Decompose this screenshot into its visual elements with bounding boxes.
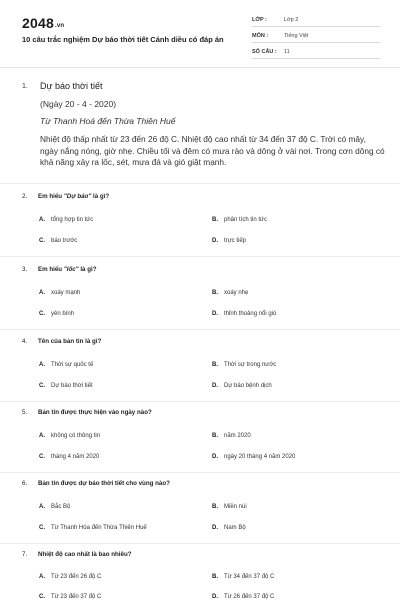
- option-d[interactable]: [212, 454, 295, 460]
- option-text: Từ Thanh Hóa đến Thừa Thiên Huế: [51, 525, 147, 531]
- option-text: phân tích tin tức: [224, 217, 268, 223]
- section-divider: [0, 543, 400, 544]
- passage-body: Nhiệt độ thấp nhất từ 23 đến 26 độ C. Nhiệt độ cao nhất từ 34 đến 37 độ C. Trời có mây, ngày nắng nóng, giờ nhẹ. Chiều tối và đêm có mưa rào và dông ở vài nơi. Trong cơn dông có khả năng xảy ra lốc, sét, mưa đá và gió giật mạnh.: [40, 134, 385, 167]
- question-number: 2.: [22, 193, 28, 200]
- option-c[interactable]: [39, 238, 77, 244]
- option-key: C.: [39, 238, 45, 244]
- option-key: B.: [212, 574, 218, 580]
- stem-text: là gì?: [91, 193, 110, 200]
- option-key: B.: [212, 504, 218, 510]
- option-text: Dự báo thời tiết: [51, 383, 93, 389]
- option-key: C.: [39, 454, 45, 460]
- section-divider: [0, 183, 400, 184]
- logo-domain-text: .vn: [54, 23, 65, 29]
- stem-text: Em hiểu: [38, 266, 64, 273]
- question-number: 5.: [22, 409, 28, 416]
- option-key: D.: [212, 594, 218, 600]
- option-c[interactable]: [39, 383, 93, 389]
- passage-date: (Ngày 20 - 4 - 2020): [40, 99, 117, 109]
- option-key: A.: [39, 217, 45, 223]
- option-c[interactable]: [39, 594, 101, 600]
- option-text: Miền núi: [224, 504, 247, 510]
- option-text: Từ 23 đến 26 độ C: [51, 574, 102, 580]
- option-b[interactable]: [212, 362, 276, 368]
- option-text: Từ 34 đến 37 độ C: [224, 574, 275, 580]
- option-text: báo trước: [51, 238, 78, 244]
- option-key: A.: [39, 290, 45, 296]
- option-a[interactable]: [39, 217, 93, 223]
- meta-value: 11: [284, 48, 290, 55]
- option-c[interactable]: [39, 454, 99, 460]
- option-a[interactable]: [39, 290, 80, 296]
- stem-text: Bản tin được dự báo thời tiết cho vùng nào?: [38, 480, 170, 487]
- option-text: yên bình: [51, 311, 75, 317]
- option-text: tháng 4 năm 2020: [51, 454, 100, 460]
- option-a[interactable]: [39, 362, 93, 368]
- meta-value: Tiếng Việt: [284, 32, 309, 39]
- option-key: C.: [39, 311, 45, 317]
- option-a[interactable]: [39, 574, 101, 580]
- section-divider: [0, 256, 400, 257]
- option-text: Nam Bộ: [224, 525, 246, 531]
- question-stem: [22, 338, 101, 345]
- option-key: C.: [39, 594, 45, 600]
- stem-text: là gì?: [78, 266, 97, 273]
- option-text: Thời sự trong nước: [224, 362, 277, 368]
- question-number: 7.: [22, 551, 28, 558]
- meta-value: Lớp 2: [284, 16, 299, 23]
- stem-text: Bản tin được thực hiện vào ngày nào?: [38, 409, 152, 416]
- option-a[interactable]: [39, 433, 100, 439]
- option-key: B.: [212, 433, 218, 439]
- question-number: 3.: [22, 266, 28, 273]
- meta-label: LỚP :: [252, 16, 267, 23]
- option-key: A.: [39, 504, 45, 510]
- option-a[interactable]: [39, 504, 70, 510]
- option-key: C.: [39, 525, 45, 531]
- option-text: tổng hợp tin tức: [51, 217, 94, 223]
- option-c[interactable]: [39, 525, 147, 531]
- option-key: B.: [212, 290, 218, 296]
- page-header: [0, 0, 400, 70]
- meta-row-grade: [252, 13, 380, 27]
- question-stem: [22, 409, 152, 416]
- option-key: D.: [212, 383, 218, 389]
- option-text: Từ 26 đến 37 độ C: [224, 594, 275, 600]
- option-text: xoáy nhẹ: [224, 290, 249, 296]
- option-text: ngày 20 tháng 4 năm 2020: [224, 454, 296, 460]
- option-text: thỉnh thoảng nổi gió: [224, 311, 277, 317]
- question-number: 1.: [22, 83, 28, 90]
- option-key: C.: [39, 383, 45, 389]
- stem-term: "Dự báo": [63, 193, 92, 200]
- option-text: trực tiếp: [224, 238, 247, 244]
- section-divider: [0, 472, 400, 473]
- option-d[interactable]: [212, 594, 274, 600]
- option-text: không có thông tin: [51, 433, 101, 439]
- option-b[interactable]: [212, 290, 248, 296]
- option-d[interactable]: [212, 311, 276, 317]
- meta-row-question-count: [252, 45, 380, 59]
- stem-text: Nhiệt độ cao nhất là bao nhiêu?: [38, 551, 132, 558]
- option-text: năm 2020: [224, 433, 251, 439]
- question-number: 6.: [22, 480, 28, 487]
- question-stem: [22, 266, 97, 273]
- question-stem: [22, 480, 170, 487]
- option-key: D.: [212, 525, 218, 531]
- option-text: Bắc Bộ: [51, 504, 71, 510]
- option-text: Dự báo bệnh dịch: [224, 383, 272, 389]
- option-text: xoáy mạnh: [51, 290, 81, 296]
- meta-label: SỐ CÂU :: [252, 48, 277, 55]
- option-d[interactable]: [212, 525, 246, 531]
- option-d[interactable]: [212, 383, 272, 389]
- option-key: D.: [212, 311, 218, 317]
- option-b[interactable]: [212, 574, 274, 580]
- meta-label: MÔN :: [252, 32, 269, 39]
- section-divider: [0, 401, 400, 402]
- option-text: Thời sự quốc tế: [51, 362, 94, 368]
- option-text: Từ 23 đến 37 độ C: [51, 594, 102, 600]
- option-key: B.: [212, 217, 218, 223]
- meta-row-subject: [252, 29, 380, 43]
- option-b[interactable]: [212, 217, 267, 223]
- question-stem: [22, 193, 109, 200]
- option-d[interactable]: [212, 238, 246, 244]
- passage-title: Dự báo thời tiết: [40, 81, 103, 91]
- option-key: D.: [212, 238, 218, 244]
- option-b[interactable]: [212, 504, 247, 510]
- option-b[interactable]: [212, 433, 251, 439]
- option-key: A.: [39, 433, 45, 439]
- option-key: D.: [212, 454, 218, 460]
- option-key: A.: [39, 574, 45, 580]
- question-stem: [22, 551, 132, 558]
- option-c[interactable]: [39, 311, 74, 317]
- page-title: 10 câu trắc nghiệm Dự báo thời tiết Cánh diều có đáp án: [22, 35, 224, 44]
- option-key: A.: [39, 362, 45, 368]
- meta-info-box: [252, 13, 380, 59]
- stem-text: Em hiểu: [38, 193, 64, 200]
- section-divider: [0, 329, 400, 330]
- stem-term: "lốc": [63, 266, 79, 273]
- header-divider: [0, 67, 400, 68]
- option-key: B.: [212, 362, 218, 368]
- question-number: 4.: [22, 338, 28, 345]
- logo-main-text: 2048: [22, 15, 54, 31]
- site-logo[interactable]: [22, 15, 64, 31]
- passage-source: Từ Thanh Hoá đến Thừa Thiên Huế: [40, 116, 176, 126]
- stem-text: Tên của bản tin là gì?: [38, 338, 102, 345]
